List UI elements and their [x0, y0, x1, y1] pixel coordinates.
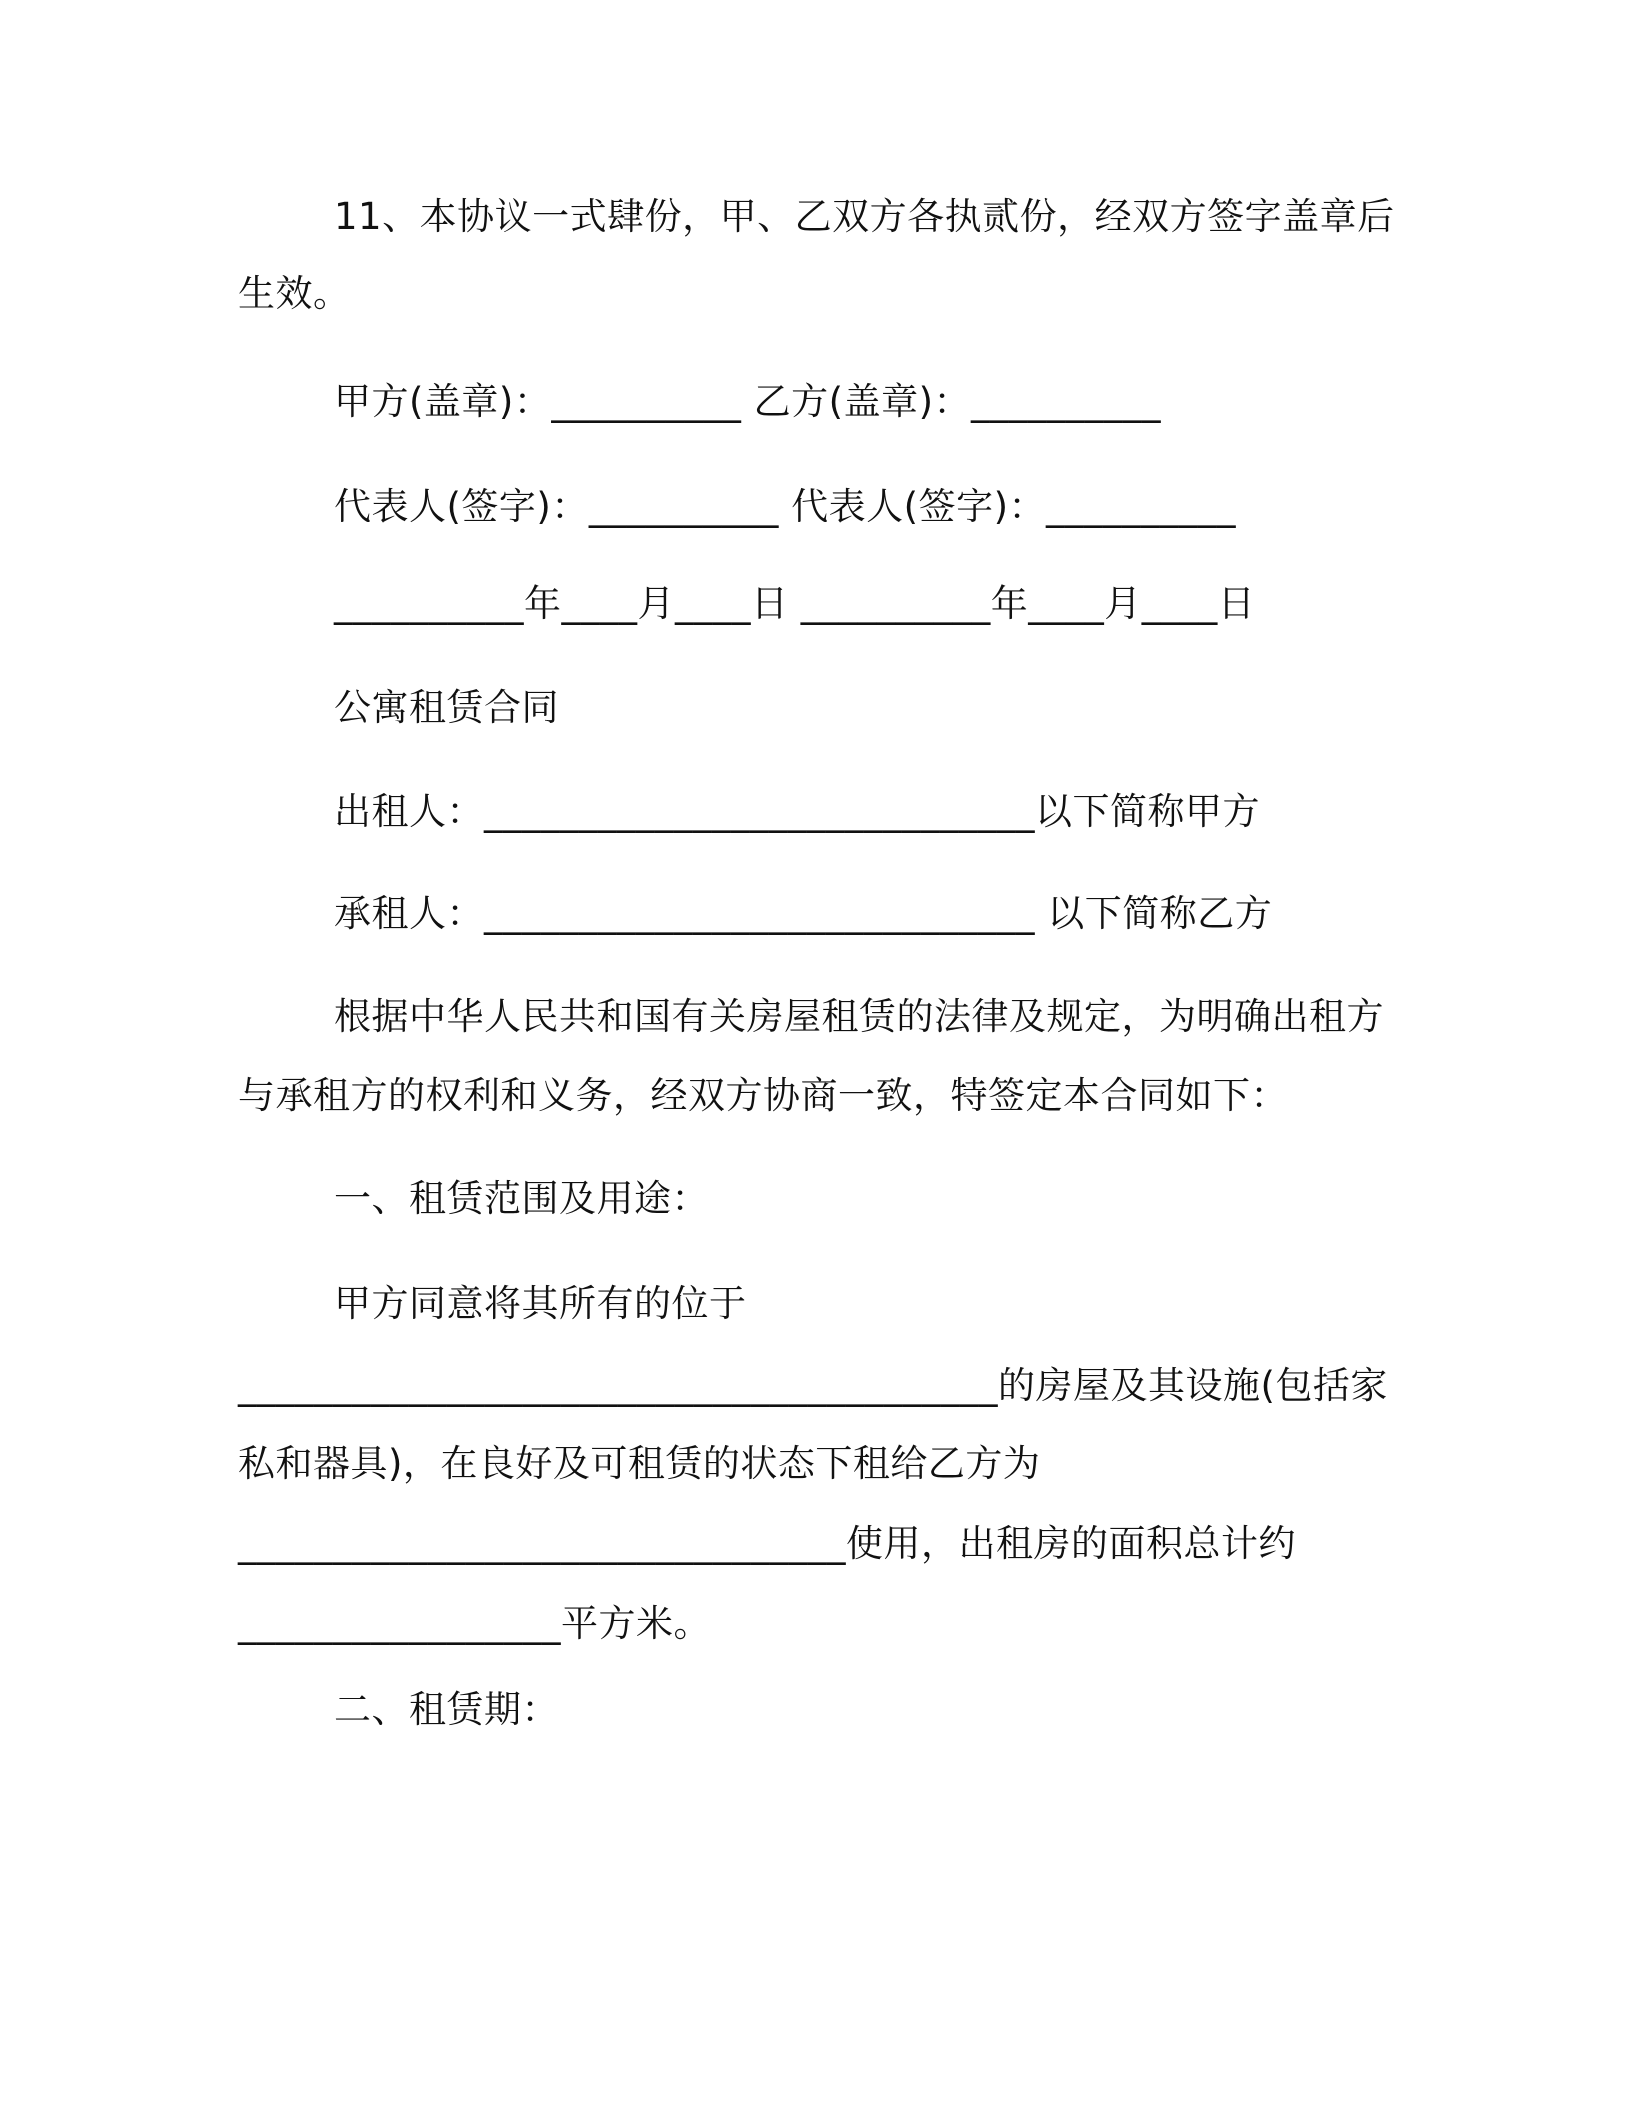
- section-1-text-line-3: 私和器具)，在良好及可租赁的状态下租给乙方为: [238, 1442, 1041, 1485]
- representative-signature-line: 代表人(签字)：__________ 代表人(签字)：__________: [334, 485, 1237, 528]
- section-1-text-line-4: ________________________________使用，出租房的面积总计约: [238, 1522, 1296, 1565]
- section-2-heading: 二、租赁期：: [334, 1688, 559, 1731]
- date-line: __________年____月____日 __________年____月____日: [334, 582, 1256, 625]
- contract-title: 公寓租赁合同: [334, 686, 559, 729]
- section-1-heading: 一、租赁范围及用途：: [334, 1177, 709, 1220]
- section-1-text-line-5: _________________平方米。: [238, 1602, 711, 1645]
- lessee-line: 承租人：_____________________________ 以下简称乙方: [334, 892, 1273, 935]
- clause-11-line-2: 生效。: [238, 272, 351, 315]
- lessor-line: 出租人：_____________________________以下简称甲方: [334, 790, 1260, 833]
- preamble-line-1: 根据中华人民共和国有关房屋租赁的法律及规定，为明确出租方: [334, 995, 1384, 1038]
- section-1-text-line-1: 甲方同意将其所有的位于: [334, 1282, 747, 1325]
- clause-11-line-1: 11、本协议一式肆份，甲、乙双方各执贰份，经双方签字盖章后: [334, 195, 1395, 238]
- party-seal-line: 甲方(盖章)：__________ 乙方(盖章)：__________: [334, 380, 1162, 423]
- preamble-line-2: 与承租方的权利和义务，经双方协商一致，特签定本合同如下：: [238, 1074, 1288, 1117]
- section-1-text-line-2: ________________________________________的房屋及其设施(包括家: [238, 1364, 1388, 1407]
